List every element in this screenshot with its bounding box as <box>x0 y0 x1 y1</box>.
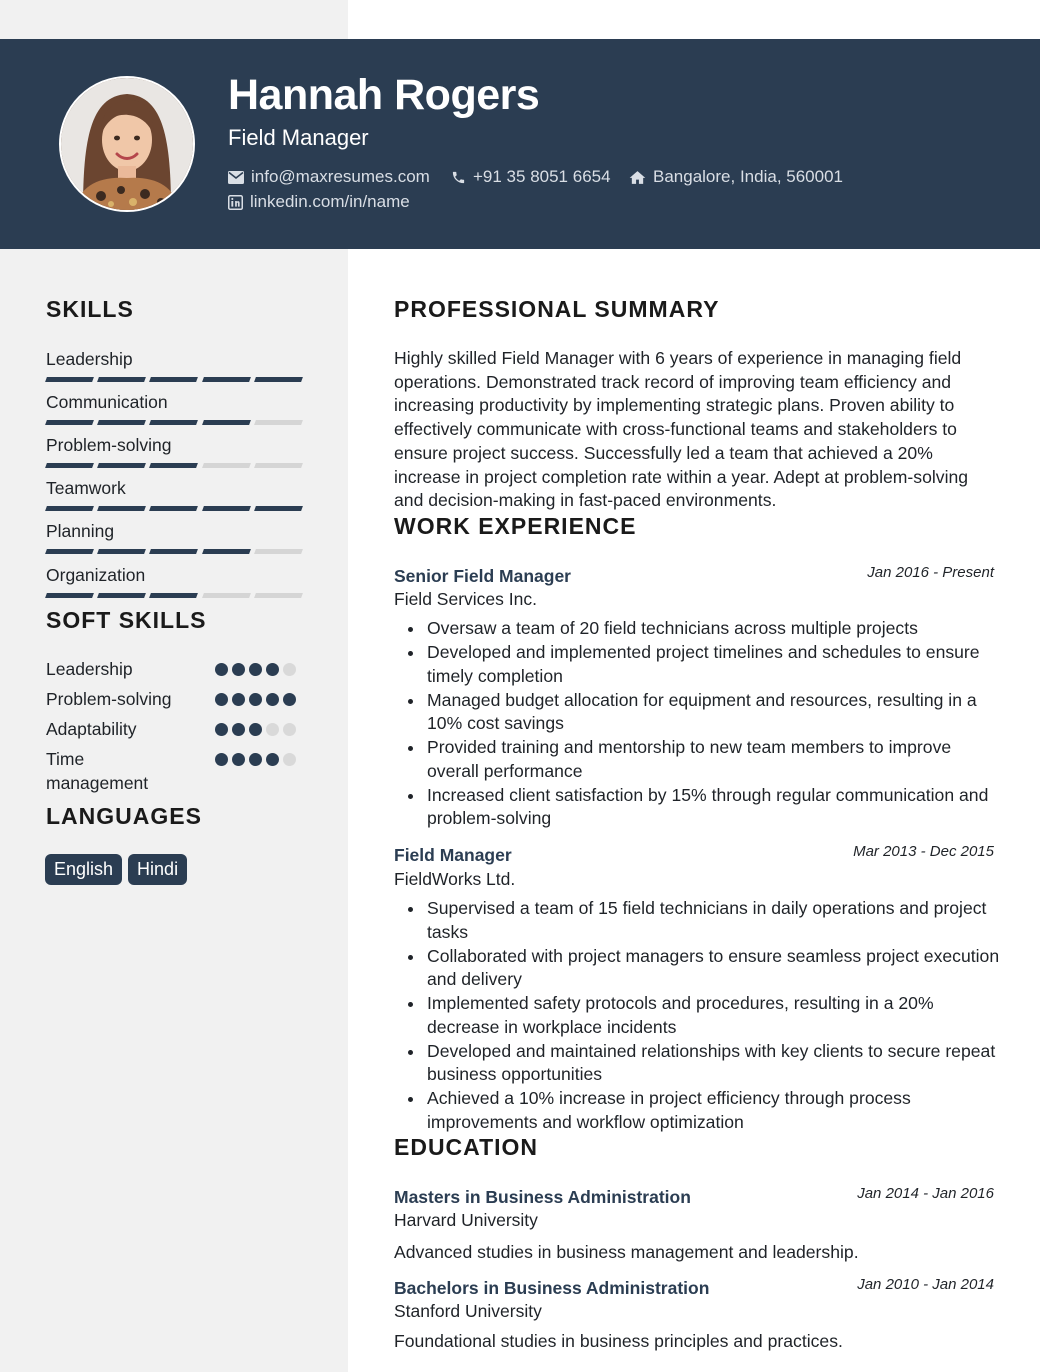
rating-dot <box>283 723 296 736</box>
skill-bar-segment <box>45 463 94 468</box>
job-company: FieldWorks Ltd. <box>394 869 516 889</box>
skill-bar-segment <box>45 549 94 554</box>
linkedin-icon <box>228 195 243 210</box>
rating-dot <box>232 663 245 676</box>
skill-bar-segment <box>97 420 146 425</box>
summary-heading: PROFESSIONAL SUMMARY <box>394 296 720 322</box>
phone-icon <box>451 170 466 185</box>
rating-dot <box>266 723 279 736</box>
skill-bar-segment <box>149 420 198 425</box>
degree-dates: Jan 2014 - Jan 2016 <box>857 1185 994 1202</box>
skill-row <box>46 391 302 425</box>
rating-dot <box>283 753 296 766</box>
skill-bar-segment <box>97 593 146 598</box>
list-item: Developed and implemented project timelines and schedules to ensure timely completion <box>394 641 1000 688</box>
rating-dot <box>232 723 245 736</box>
phone-text: +91 35 8051 6654 <box>473 167 611 186</box>
skill-level-bar <box>46 506 302 511</box>
school-name: Harvard University <box>394 1210 538 1230</box>
skill-bar-segment <box>202 463 251 468</box>
list-item: Developed and maintained relationships with key clients to secure repeat business opportunities <box>394 1040 1000 1087</box>
list-item: Achieved a 10% increase in project efficiency through process improvements and workflow optimization <box>394 1087 1000 1134</box>
rating-dot <box>283 693 296 706</box>
job-bullets <box>394 897 1000 1135</box>
skill-bar-segment <box>254 506 303 511</box>
job-role: Senior Field Manager <box>394 566 571 586</box>
soft-skill-name: Leadership <box>46 659 133 679</box>
list-item: Managed budget allocation for equipment and resources, resulting in a 10% cost savings <box>394 689 1000 736</box>
skill-name: Communication <box>46 392 168 412</box>
degree-description: Advanced studies in business management and leadership. <box>394 1242 859 1262</box>
skill-bar-segment <box>149 377 198 382</box>
rating-dot <box>215 693 228 706</box>
experience-heading: WORK EXPERIENCE <box>394 513 637 539</box>
candidate-title: Field Manager <box>228 125 369 150</box>
rating-dot <box>249 753 262 766</box>
rating-dot <box>283 663 296 676</box>
skill-row <box>46 564 302 598</box>
skill-row <box>46 520 302 554</box>
language-badge: Hindi <box>128 854 187 885</box>
linkedin-text: linkedin.com/in/name <box>250 192 410 211</box>
rating-dot <box>266 663 279 676</box>
degree-name: Masters in Business Administration <box>394 1187 691 1207</box>
skill-bar-segment <box>202 420 251 425</box>
rating-dot <box>249 723 262 736</box>
degree-dates: Jan 2010 - Jan 2014 <box>857 1276 994 1293</box>
rating-dot <box>215 663 228 676</box>
skill-level-bar <box>46 463 302 468</box>
school-name: Stanford University <box>394 1301 542 1321</box>
skill-row <box>46 434 302 468</box>
skill-bar-segment <box>97 506 146 511</box>
skill-bar-segment <box>97 377 146 382</box>
rating-dot <box>249 693 262 706</box>
soft-skill-rating <box>215 723 296 736</box>
job-bullets <box>394 617 1000 831</box>
skill-bar-segment <box>149 463 198 468</box>
list-item: Increased client satisfaction by 15% through regular communication and problem-solving <box>394 784 1000 831</box>
skill-bar-segment <box>254 593 303 598</box>
skill-level-bar <box>46 377 302 382</box>
soft-skill-name: Problem-solving <box>46 689 172 709</box>
rating-dot <box>266 693 279 706</box>
list-item: Implemented safety protocols and procedures, resulting in a 20% decrease in workplace incidents <box>394 992 1000 1039</box>
rating-dot <box>215 723 228 736</box>
skill-name: Teamwork <box>46 478 126 498</box>
contact-linkedin[interactable] <box>228 192 410 212</box>
contact-phone[interactable] <box>451 167 611 187</box>
skill-level-bar <box>46 593 302 598</box>
rating-dot <box>266 753 279 766</box>
rating-dot <box>232 693 245 706</box>
skill-bar-segment <box>97 463 146 468</box>
envelope-icon <box>228 171 244 184</box>
skill-bar-segment <box>149 549 198 554</box>
skills-heading: SKILLS <box>46 296 134 322</box>
soft-skill-rating <box>215 693 296 706</box>
soft-skill-row <box>46 717 302 741</box>
email-text: info@maxresumes.com <box>251 167 430 186</box>
skill-name: Leadership <box>46 349 133 369</box>
skill-name: Planning <box>46 521 115 541</box>
job-dates: Jan 2016 - Present <box>867 564 994 581</box>
home-icon <box>629 170 646 185</box>
skill-bar-segment <box>45 593 94 598</box>
skill-bar-segment <box>202 506 251 511</box>
candidate-name: Hannah Rogers <box>228 71 540 119</box>
languages-list <box>45 854 187 885</box>
rating-dot <box>232 753 245 766</box>
job-role: Field Manager <box>394 845 512 865</box>
rating-dot <box>215 753 228 766</box>
soft-skill-name: Time management <box>46 749 149 793</box>
skill-bar-segment <box>202 593 251 598</box>
skill-bar-segment <box>45 377 94 382</box>
skill-bar-segment <box>202 549 251 554</box>
soft-skill-row <box>46 657 302 681</box>
skill-row <box>46 477 302 511</box>
skill-bar-segment <box>45 506 94 511</box>
contact-email[interactable] <box>228 167 430 187</box>
degree-description: Foundational studies in business principles and practices. <box>394 1331 843 1351</box>
education-heading: EDUCATION <box>394 1134 539 1160</box>
list-item: Oversaw a team of 20 field technicians across multiple projects <box>394 617 1000 641</box>
list-item: Collaborated with project managers to ensure seamless project execution and delivery <box>394 945 1000 992</box>
location-text: Bangalore, India, 560001 <box>653 167 843 186</box>
skill-bar-segment <box>149 593 198 598</box>
soft-skills-heading: SOFT SKILLS <box>46 607 207 633</box>
skill-bar-segment <box>254 420 303 425</box>
skill-bar-segment <box>202 377 251 382</box>
soft-skill-row <box>46 747 302 795</box>
list-item: Provided training and mentorship to new team members to improve overall performance <box>394 736 1000 783</box>
rating-dot <box>249 663 262 676</box>
profile-photo <box>59 76 195 212</box>
soft-skill-rating <box>215 753 296 766</box>
summary-text: Highly skilled Field Manager with 6 years of experience in managing field operations. Demonstrated track record of improving team efficiency and increasing productivity by implementing strategic plans. Proven ability to effectively communicate with cross-functional teams and stakeholders to ensure project success. Successfully led a team that achieved a 20% increase in project completion rate within a year. Adept at problem-solving and decision-making in fast-paced environments. <box>394 348 969 511</box>
list-item: Supervised a team of 15 field technicians in daily operations and project tasks <box>394 897 1000 944</box>
skill-bar-segment <box>254 377 303 382</box>
job-dates: Mar 2013 - Dec 2015 <box>853 843 994 860</box>
skill-name: Problem-solving <box>46 435 172 455</box>
skill-row <box>46 348 302 382</box>
skill-bar-segment <box>149 506 198 511</box>
skill-bar-segment <box>45 420 94 425</box>
language-badge: English <box>45 854 122 885</box>
skill-bar-segment <box>97 549 146 554</box>
soft-skill-name: Adaptability <box>46 719 137 739</box>
languages-heading: LANGUAGES <box>46 803 202 829</box>
skill-level-bar <box>46 420 302 425</box>
skill-level-bar <box>46 549 302 554</box>
skill-bar-segment <box>254 549 303 554</box>
soft-skill-row <box>46 687 302 711</box>
contact-location <box>629 167 843 187</box>
job-company: Field Services Inc. <box>394 589 537 609</box>
skill-name: Organization <box>46 565 146 585</box>
degree-name: Bachelors in Business Administration <box>394 1278 710 1298</box>
soft-skill-rating <box>215 663 296 676</box>
skill-bar-segment <box>254 463 303 468</box>
